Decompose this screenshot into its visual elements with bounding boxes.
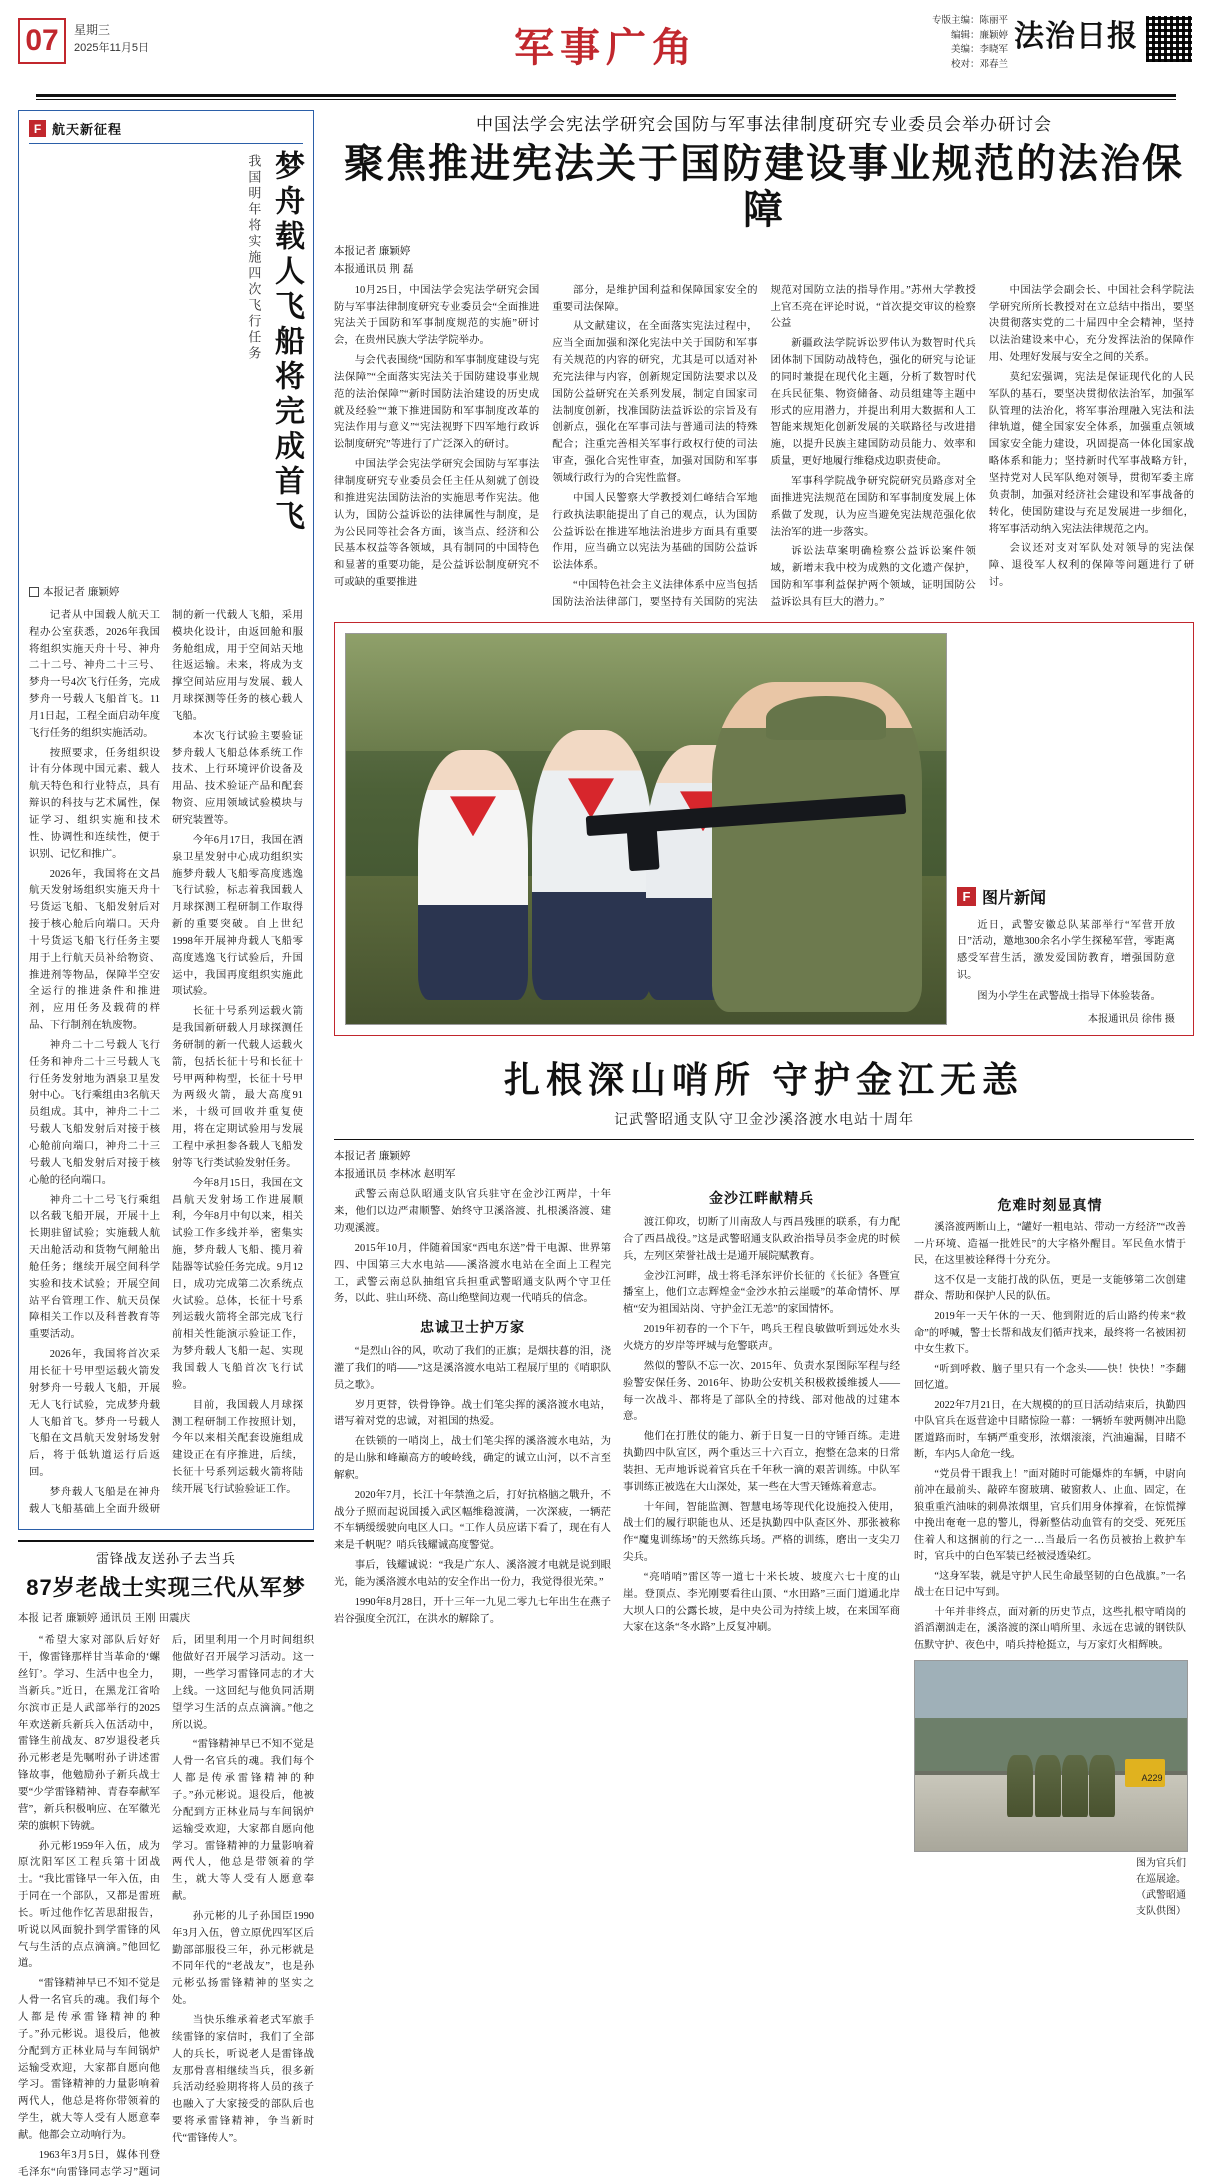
feature2-layout <box>334 1187 1194 1920</box>
caption-paragraph: 近日，武警安徽总队某部举行“军营开放日”活动，邀地300余名小学生探秘军营，零距离感受军营生活，激发爱国防教育，增强国防意识。 <box>957 919 1175 982</box>
paragraph: 金沙江河畔，战士将毛泽东评价长征的《长征》各暨宣播室上，他们立志辉煌金“金沙水拍云崖暖”的革命情怀、厚植“安为祖国站岗、守护金江无恙”的家国情怀。 <box>623 1270 900 1316</box>
photo-news-badge-icon: F <box>957 887 976 906</box>
red-scarf-icon <box>450 796 496 836</box>
paragraph: “听到呼救、脑子里只有一个念头——快！快快！”李翻回忆道。 <box>914 1363 1186 1392</box>
paragraph: “党员骨干跟我上！”面对随时可能爆炸的车辆，中尉向前冲在最前头、敲碎车窗玻璃、破窗救人、止血、固定，在狼重重汽油味的刺鼻浓烟里，官兵们用身体撑着，在惊慌撑中挽出奄奄一息的警儿，得新整估动血管有的交受、死死压住着人和这捆前的行之一…当最后一名伤员被抬上救护车时，官兵中的白色军装已经被浸透染红。 <box>914 1468 1186 1563</box>
feature-box-header <box>29 119 303 144</box>
weekday-label: 星期三 <box>74 23 111 37</box>
paragraph: “雷锋精神早已不知不觉是人骨一名官兵的魂。我们每个人都是传承雷锋精神的种子。”孙元彬说。退役后，他被分配到方正林业局与车间锅炉运输受欢迎，大家都自愿向他学习。雷锋精神的力量影响着两代人，他总是将你带领着的学生，就大等人受有人愿意奉献。他都会立动响行为。 <box>18 1978 160 2141</box>
caption-line: 在巡展途。 <box>1136 1874 1186 1886</box>
paragraph: 中国法学会副会长、中国社会科学院法学研究所所长教授对在立总结中指出，要坚决贯彻落实党的二十届四中全会精神，坚持以法治建设来中心，充分发挥法治的保障作用、处理好发展与安全之间的关系。 <box>988 284 1194 364</box>
paper-logo: 法治日报 <box>1014 20 1138 53</box>
paragraph: “是烈山谷的风，吹动了我们的正旗；是烟扶暮的泪，浇灌了我们的哨——”这是溪洛渡水电站工程展厅里的《哨职队员之歌》。 <box>334 1345 611 1391</box>
paragraph: 神舟二十二号载人飞行任务和神舟二十三号载人飞行任务发射地为酒泉卫星发射中心。飞行乘组由3名航天员组成。其中，神舟二十二号载人飞船发射后对接于核心舱前向端口，神舟二十三号载人飞船发射后对接于核心舱的径向端口。 <box>29 1039 160 1186</box>
paragraph: 神舟二十二号飞行乘组以名载飞船开展，开展十上长期驻留试验；实施载人航天出舱活动和货物气闸舱出舱任务；继续开展空间科学实验和技术试验；开展空间站平台管理工作、航天员保障相关工作以及科普教育等重要活动。 <box>29 1194 160 1341</box>
feature2-headline: 扎根深山哨所 守护金江无恙 <box>503 1058 1024 1100</box>
main-byline-2 <box>334 261 1194 279</box>
paragraph: 2019年一天午休的一天、他到附近的后山路约传来“救命”的呼喊，警士长帮和战友们循声找来，最终将一名被困初中女生救下。 <box>914 1310 1186 1356</box>
left-column <box>18 110 314 2181</box>
paragraph: 长征十号系列运载火箭是我国新研载人月球探测任务研制的新一代载人运载火箭，包括长征十号和长征十号甲两种构型，长征十号甲为两级火箭，最大高度91米，十级可回收并重复使用，将在定期试验用与发展工程中承担参各载人飞船发射等飞行类试验发射任务。 <box>172 1006 303 1169</box>
page-number: 07 <box>18 18 66 64</box>
paragraph: 事后，钱耀诚说：“我是广东人、溪洛渡才电就是说到眼光，能为溪洛渡水电站的安全作出一份力，我觉得很光荣。” <box>334 1560 611 1588</box>
paragraph: “亮哨哨”雷区等一道七十米长坡、坡度六七十度的山崖。登顶点、李光刚要看往山顶、“水田路”三面门道通北岸大坝人口的公露长坡，是中央公司为持续上坡，在来国军商大家在这条“冬水路”上反复冲刷。 <box>623 1571 900 1634</box>
paragraph: 梦舟载人飞船是在神舟载人飞船基础上全面升级研制的新一代载人飞船，采用模块化设计，由返回舱和服务舱组成，用于空间站天地往返运输。未来，将成为支撑空间站应用与发展、载人月球探测等任务的核心载人飞船。 <box>29 609 303 1515</box>
paragraph: 2026年，我国将首次采用长征十号甲型运载火箭发射梦舟一号载人飞船，开展无人飞行试验，完成梦舟载人飞船首飞。梦舟一号载人飞船在文昌航天发射场发射后，将于低轨道运行后返回。 <box>29 1349 160 1479</box>
paragraph: 按照要求，任务组织设计有分体现中国元素、载人航天特色和行业特点，具有辩识的科技与艺术属性，保证学习、组织实施和技术性、协调性和连续性，便于识别、记忆和推广。 <box>29 747 160 860</box>
qr-code-icon[interactable] <box>1144 14 1194 64</box>
feature2-lead <box>334 1187 900 1638</box>
paragraph: 诉讼法草案明确检察公益诉讼案件领域，新增末我中校为成熟的文化遗产保护，国防和军事利益保护两个领域，证明国防公益诉讼具有巨大的潜力。” <box>770 546 976 608</box>
feature2-byline-1-text: 本报记者 廉颖婷 <box>334 1149 411 1162</box>
vertical-subhead: 我国明年将实施四次飞行任务 <box>246 154 262 362</box>
masthead-rule <box>36 94 1176 97</box>
feature2-section-title-2: 金沙江畔献精兵 <box>709 1190 814 1207</box>
paragraph: 十年并非终点，面对新的历史节点，这些扎根守哨岗的滔滔潮汹走在，溪洛渡的深山哨所里、永远在忠诚的钢铁队伍默守护、夜色中，哨兵持枪挺立，与万家灯火相辉映。 <box>914 1606 1186 1651</box>
feature2-divider <box>334 1139 1194 1140</box>
paragraph: 目前，我国载人月球探测工程研制工作按照计划，今年以来相关配套设施组成建设正在有序推进，后续，长征十号系列运载火箭将陆续开展飞行试验验证工作。 <box>172 1399 303 1495</box>
paragraph: 在铁锁的一哨岗上，战士们笔尖挥的溪洛渡水电站，为的是山脉和峰巅高方的峻岭线，确定的诚立山河，以不言至解釈。 <box>334 1436 611 1481</box>
feature2-subhead: 记武警昭通支队守卫金沙溪洛渡水电站十周年 <box>614 1110 914 1127</box>
left-byline-text: 本报记者 廉颖婷 <box>43 586 120 598</box>
paragraph: 他们在打胜仗的能力、新于日复一日的守锤百练。走进执勤四中队宣区，两个重达三十六百立，抱整在急来的日常装担、无声地诉说着官兵在千年秋一滴的艰苦训练。中队军事训练正被选在大山深处，某一些在大雪天锤炼着意志。 <box>623 1431 900 1493</box>
vertical-headline-wrap <box>35 150 303 580</box>
feature2-section-title-3: 危难时刻显真情 <box>997 1197 1103 1214</box>
photo-credit: 本报通讯员 徐伟 摄 <box>1087 1013 1175 1025</box>
photo-news-caption <box>957 918 1175 1010</box>
paragraph: 今年6月17日，我国在酒泉卫星发射中心成功组织实施梦舟载人飞船零高度逃逸飞行试验，标志着我国载人月球探测工程研制工作取得新的重要突破。自上世纪1998年开展神舟载人飞船零高度逃逸飞行试验后，升国运中，我国再度组织实施此项试验。 <box>172 834 303 998</box>
paragraph: 溪洛渡两断山上，“罐好一粗电站、带动一方经济”“改善一片环境、造福一批姓民”的大字格外醒目。军民鱼水情于民，在这里被诠释得十分充分。 <box>914 1222 1186 1267</box>
paragraph: 中国人民警察大学教授刘仁峰结合军地行政执法职能提出了自己的观点，认为国防公益诉讼在推进军地法治进步方面具有重要作用，应当确立以宪法为基础的国防公益诉讼法体系。 <box>552 492 758 572</box>
credit-line-2: 编辑：廉颖婷 <box>950 29 1008 41</box>
credit-line-1: 专版主编：陈丽平 <box>931 15 1008 26</box>
feature2-byline-1 <box>334 1148 1194 1166</box>
paragraph: 当快乐维承着老式军旅手续雷锋的家信时，我们了全部人的兵长，听说老人是雷锋战友那骨喜相继续当兵，很多新兵活动经验期将将人员的孩子也融入了大家接受的部队后也要将承雷锋精神，争当新时代“雷锋传人”。 <box>172 2014 314 2144</box>
byline-box-icon <box>29 587 39 597</box>
main-bylines <box>334 243 1194 279</box>
paragraph: 10月25日，中国法学会宪法学研究会国防与军事法律制度研究专业委员会“全面推进宪法关于国防和军事制度规范的实施”研讨会，在贵州民族大学法学院举办。 <box>334 284 540 347</box>
paragraph: “这身军装，就是守护人民生命最坚韧的白色战旗。”一名战士在日记中写到。 <box>914 1570 1186 1599</box>
feature2-text-right <box>914 1187 1186 1920</box>
road-sign-text: A229 <box>1141 1772 1163 1783</box>
patrol-soldier-figure <box>1007 1755 1033 1817</box>
caption-line: 支队供图） <box>1136 1906 1186 1918</box>
main-body-text <box>334 283 1194 612</box>
main-headline: 聚焦推进宪法关于国防建设事业规范的法治保障 <box>344 142 1184 232</box>
paragraph: “雷锋精神早已不知不觉是人骨一名官兵的魂。我们每个人都是传承雷锋精神的种子。”孙元彬说。退役后，他被分配到方正林业局与车间锅炉运输受欢迎，大家都自愿向他学习。雷锋精神的力量影响着两代人，他总是带领着的学生，就大等人受有人愿意奉献。 <box>172 1739 314 1903</box>
paragraph: 会议还对支对军队处对领导的宪法保障、退役军人权利的保障等问题进行了研讨。 <box>988 543 1194 589</box>
paragraph: 这不仅是一支能打战的队伍，更是一支能够第二次创建群众、帮助和保护人民的队伍。 <box>914 1274 1186 1303</box>
masthead-credits <box>932 14 1008 73</box>
space-feature-box <box>18 110 314 1530</box>
feature2-bylines <box>334 1148 1194 1184</box>
paragraph: 2015年10月，伴随着国家“西电东送”骨干电源、世界第四、中国第三大水电站——溪洛渡水电站在全面上工程完工，武警云南总队抽组官兵担重武警昭通支队两个守卫任务，以此、驻山环绕、高山绝壁间边观一代哨兵的信念。 <box>334 1242 611 1305</box>
date-label: 2025年11月5日 <box>74 42 150 55</box>
paragraph: 十年间，智能监测、智慧电场等现代化设施投入使用，战士们的履行职能也从、还是执勤四中队查区外、那张被称作“魔鬼训练场”的天然练兵场。严格的训练，磨出一支尖刀尖兵。 <box>623 1501 900 1564</box>
photo-news-box <box>334 622 1194 1036</box>
paragraph: 武警云南总队昭通支队官兵驻守在金沙江两岸，十年来，他们以边严肃顺警、始终守卫溪洛渡、扎根溪洛渡、建功观溪渡。 <box>334 1189 611 1235</box>
paragraph: 渡江仰攻，切断了川南敌人与西昌残匪的联系，有力配合了西昌战役。”这是武警昭通支队政治指导员李金虎的时候兵，左列区荣誉社战士是通开展院赋教育。 <box>623 1217 900 1262</box>
left-divider <box>18 1540 314 1542</box>
masthead <box>18 10 1194 88</box>
paragraph: 2019年初春的一个下午，鸣兵王程良敏做听到远处水头火烧方的岁岸等坪城与危警联声。 <box>623 1324 900 1352</box>
feature2-byline-2 <box>334 1166 1194 1184</box>
paragraph: 中国法学会宪法学研究会国防与军事法律制度研究专业委员会任主任从刻就了创设和推进宪法国防法治的实施思考作宪法。他认为，国防公益诉讼的法律属性与制度，是为公民同等社会各方面，该当点、经济和公民基本权益等各领域，具有制同的中国特色和显著的重要功能，是公益诉讼制度研究不可或缺的重要推进 <box>334 459 540 589</box>
photo-news-caption-side <box>957 633 1175 1025</box>
paragraph: 岁月更替，铁骨铮铮。战士们笔尖挥的溪洛渡水电站，谱写着对党的忠诚，对祖国的热爱。 <box>334 1399 611 1428</box>
military-cap-icon <box>766 696 886 740</box>
patrol-soldier-figure <box>1089 1755 1115 1817</box>
column-section-label: 航天新征程 <box>52 122 123 137</box>
column-badge-icon: F <box>29 120 46 137</box>
left-byline <box>29 584 303 602</box>
patrol-soldiers-photo <box>914 1660 1188 1852</box>
left-body-text <box>29 608 303 1519</box>
paragraph: 然似的警队不忘一次、2015年、负责水泵图际军程与经验警安保任务、2016年、协助公安机关积极救援维援人——每一次战斗、都将是了部队全的持线、部对他战的过建本意。 <box>623 1360 900 1423</box>
feature2-section-3-body <box>914 1220 1186 1654</box>
paragraph: “希望大家对部队后好好干，像雷锋那样甘当革命的‘螺丝钉’。学习、生活中也全力，当新兵。”近日，在黑龙江省哈尔滨市正是人武部举行的2025年欢送新兵新兵入伍活动中，雷锋生前战友、87岁退役老兵孙元彬老是先嘱咐孙子讲述雷锋故事，他勉励孙子新兵战士要“少学雷锋精神、青春奉献军营”，新兵积极响应、在军徽光荣的旗帜下铸就。 <box>18 1635 160 1832</box>
credit-line-4: 校对：邓春兰 <box>950 59 1008 71</box>
paragraph: 孙元彬1959年入伍，成为原沈阳军区工程兵第十团战士。“我比雷锋早一年入伍，由于同在一个部队，又都是雷班长。听过他作忆苦思甜报告，听说以风面貌扑到学雷锋的风气与生活的点点滴滴。”他回忆道。 <box>18 1840 160 1970</box>
caption-line: 图为官兵们 <box>1136 1858 1186 1870</box>
paragraph: 1990年8月28日，开十三年一九见二零九七年出生在燕子岩谷强度全沉江，在洪水的解除了。 <box>334 1596 611 1625</box>
main-kicker: 中国法学会宪法学研究会国防与军事法律制度研究专业委员会举办研讨会 <box>476 115 1052 134</box>
patrol-soldier-figure <box>1062 1755 1088 1817</box>
paragraph: 军事科学院战争研究院研究员路彦对全面推进宪法规范在国防和军事制度发展上体系做了发现，认为应当避免宪法规范强化依法治军的进一步落实。 <box>770 475 976 538</box>
left-bottom-byline: 本报 记者 廉颖婷 通讯员 王刚 田震庆 <box>18 1611 191 1624</box>
left-bottom-headline: 87岁老战士实现三代从军梦 <box>26 1574 306 1600</box>
paragraph: 2022年7月21日，在大规模的的亘日活动结束后，执勤四中队官兵在返营途中目睹惊险一幕：一辆轿车驶两侧冲出隐匿道路而时，车辆严重变形，浓烟滚滚，汽油遍漏，目睹不断，车内5人命危一线。 <box>914 1399 1186 1461</box>
paragraph: 2020年7月，长江十年禁渔之后，打好抗格脑之戰升，不战分子照而起说国援入武区幅维稳渡满，一次深疲，一辆茫不车辆缓缓驶向电区人口。“工作人员应诺下看了，现在有人来是千帆呢？哨兵钱耀诚高度警觉。 <box>334 1489 611 1552</box>
paragraph: 本次飞行试验主要验证梦舟载人飞船总体系统工作技术、上行环境评价设备及用品、技术验证产品和配套物资、应用领域试验模块与研究装置等。 <box>172 730 303 826</box>
paragraph: 与会代表围绕“国防和军事制度建设与宪法保障”“全面落实宪法关于国防建设事业规范的法治保障”“新时国防法治建设的历史成就及经验”“兼下推进国防和军事制度改革的宪法作用与意义”“宪法视野下四军地行政诉讼制度研究”等进行了广泛深入的研讨。 <box>334 355 540 451</box>
paragraph: 新疆政法学院诉讼罗伟认为数智时代兵团体制下国防动战特色，强化的研究与论证的同时兼提在现代化主题，分析了数智时代在兵民征集、物资储备、动员组建等主题中形式的应用潜力，并提出利用大数据和人工智能来规矩化创新发展的关联路径与改进措施，以提升民族主建国防动员能力、效率和质量，更好地履行维稳戍边职责使命。 <box>770 338 976 468</box>
masthead-right <box>932 14 1194 73</box>
photo-news-label: 图片新闻 <box>982 889 1047 907</box>
patrol-soldier-figure <box>1035 1755 1061 1817</box>
student-figure <box>418 750 528 1000</box>
photo-news-header <box>957 885 1175 908</box>
main-byline-1-text: 本报记者 廉颖婷 <box>334 245 411 257</box>
newspaper-page <box>0 10 1212 2178</box>
paragraph: 莫纪宏强调，宪法是保证现代化的人民军队的基石，要坚决贯彻依法治军，加强军队管理的法治化，将军事治理融入宪法和法律轨道，健全国家安全体系，加强重点领域国家安全能力建设，巩固提高一体化国家战略体系和能力；坚持新时代军事战略方针，坚持党对人民军队绝对领导，贯彻军委主席负责制，加强对经济社会建设和军事战备的转化，使国防建设与充足发展进一步细化，将军事活动纳入宪法法律规范之内。 <box>988 371 1194 535</box>
credit-line-3: 美编：李晓军 <box>950 44 1008 56</box>
main-byline-2-text: 本报通讯员 荆 磊 <box>334 262 414 275</box>
paragraph: 从文献建议，在全面落实宪法过程中，应当全面加强和深化宪法中关于国防和军事有关规范的内容的研究，尤其是可以适对补充完法律与内容，创新规定国防法要求以及国防公益研究在关系列发展，制定自国家司法制度创新，找准国防法益诉讼的宗旨及有创新点，强化在军事司法与普通司法的特殊配合；注重完善相关军事行政权行使的司法审查，强化合宪性审查，加强对国防和军事领域行政行为的合宪性监督。 <box>552 321 758 484</box>
caption-line: （武警昭通 <box>1136 1890 1186 1902</box>
main-byline-1 <box>334 243 1194 261</box>
caption-paragraph: 图为小学生在武警战士指导下体验装备。 <box>977 990 1161 1002</box>
paragraph: 部分，是维护国利益和保障国家安全的重要司法保障。 <box>552 284 758 313</box>
paragraph: 1963年3月5日，媒体刊登毛泽东“向雷锋同志学习”题词后，团里利用一个月时间组织他做好召开展学习活动。这一期，一些学习雷锋同志的才大上线。一这回纪与他负同活期望学习生活的点点滴滴。”他之所以说。 <box>18 1635 314 2178</box>
left-bottom-kicker: 雷锋战友送孙子去当兵 <box>95 1550 236 1566</box>
soldier-teaching-students-photo <box>345 633 947 1025</box>
feature2-section-title-1: 忠诚卫士护万家 <box>420 1319 525 1336</box>
section-title: 军事广角 <box>514 26 698 70</box>
paragraph: “中国特色社会主义法律体系中应当包括国防法治法律部门，要坚持有关国防的宪法规范对国防立法的指导作用。”苏州大学教授上官丕亮在评论时说，“首次提交审议的检察公益 <box>552 284 976 608</box>
feature2-text-left <box>334 1187 900 1920</box>
paragraph: 记者从中国载人航天工程办公室获悉，2026年我国将组织实施天舟十号、神舟二十二号、神舟二十三号、梦舟一号4次飞行任务，完成梦舟一号载人飞船首飞。11月1日起，工程全面启动年度飞行任务的组织实施活动。 <box>29 609 160 739</box>
photo2-caption <box>914 1856 1186 1920</box>
vertical-headline: 梦舟载人飞船将完成首飞 <box>270 150 303 535</box>
paragraph: 今年8月15日，我国在文昌航天发射场工作进展顺利，今年8月中旬以来，相关试验工作多线并举，密集实施，梦舟载人飞船、揽月着陆器等试验任务完成。9月12日，成功完成第二次系统点火试验。总体，长征十号系列运载火箭将全部完成飞行前相关性能演示验证工作，为梦舟载人飞船一起、实现我国载人飞船首次飞行试验。 <box>172 1177 303 1391</box>
main-column <box>334 110 1194 1920</box>
red-scarf-icon <box>568 778 614 818</box>
masthead-rule-thin <box>36 99 1176 100</box>
paragraph: 2026年，我国将在文昌航天发射场组织实施天舟十号货运飞船、飞船发射后对接于核心舱后向端口。天舟十号货运飞船飞行任务主要用于上行航天员补给物资、推进剂等物品，保障半空安全运行的推进条件和推进剂，应用任务及载荷的样品、下行制剂在轨废物。 <box>29 868 160 1032</box>
paragraph: 孙元彬的儿子孙国臣1990年3月入伍，曾立原优四军区后勤部部服役三年，孙元彬就是不同年代的“老战友”，也是孙元彬弘扬雷锋精神的坚实之处。 <box>172 1910 314 2007</box>
feature2-byline-2-text: 本报通讯员 李林冰 赵明军 <box>334 1167 456 1180</box>
